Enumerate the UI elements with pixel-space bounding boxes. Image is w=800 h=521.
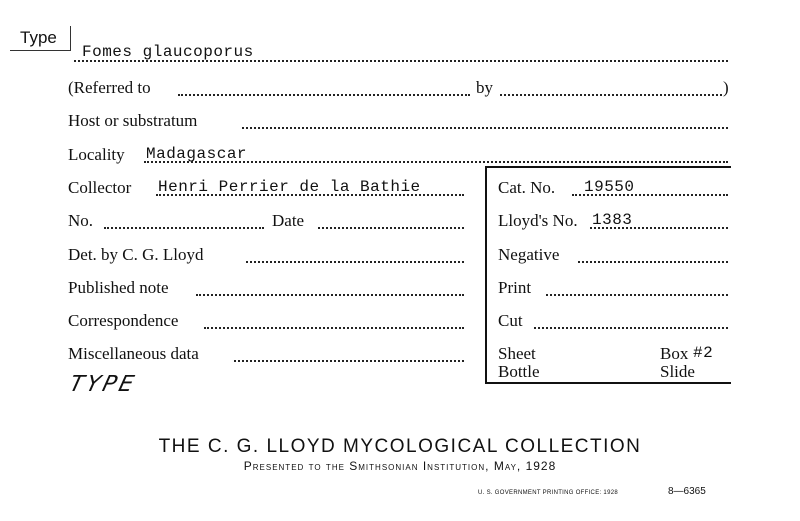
printer-imprint: U. S. GOVERNMENT PRINTING OFFICE: 1928: [478, 490, 618, 496]
collector-value: Henri Perrier de la Bathie: [158, 178, 421, 196]
correspondence-label: Correspondence: [68, 311, 179, 330]
cut-label: Cut: [498, 311, 523, 330]
print-label: Print: [498, 278, 532, 297]
collection-subtitle: Presented to the Smithsonian Institution, May, 1928: [243, 459, 557, 473]
collector-dotted-line: [156, 194, 464, 196]
cat-no-value: 19550: [584, 178, 635, 196]
lloyds-no-value: 1383: [592, 211, 633, 229]
print-dotted-line: [546, 294, 728, 296]
species-name: Fomes glaucoporus: [82, 43, 254, 61]
date-dotted-line: [318, 227, 464, 229]
number-label: No.: [68, 211, 94, 230]
box-left-border: [485, 166, 487, 383]
close-paren: ): [723, 78, 729, 97]
date-label: Date: [272, 211, 305, 230]
host-dotted-line: [242, 127, 728, 129]
cat-no-dotted-line: [572, 194, 728, 196]
host-label: Host or substratum: [68, 111, 198, 130]
slide-label: Slide: [660, 362, 695, 381]
referred-to-label: (Referred to: [68, 78, 151, 97]
published-note-dotted-line: [196, 294, 464, 296]
det-by-label: Det. by C. G. Lloyd: [68, 245, 204, 264]
lloyds-no-dotted-line: [590, 227, 728, 229]
sheet-label: Sheet: [498, 344, 536, 363]
referred-to-dotted-line: [178, 94, 470, 96]
negative-dotted-line: [578, 261, 728, 263]
locality-value: Madagascar: [146, 145, 248, 163]
negative-label: Negative: [498, 245, 560, 264]
bottle-label: Bottle: [498, 362, 540, 381]
collection-title: THE C. G. LLOYD MYCOLOGICAL COLLECTION: [158, 436, 642, 457]
cat-no-label: Cat. No.: [498, 178, 556, 197]
box-number-value: #2: [693, 344, 714, 362]
box-bottom-border: [485, 382, 731, 384]
misc-data-label: Miscellaneous data: [68, 344, 199, 363]
cut-dotted-line: [534, 327, 728, 329]
locality-dotted-line: [144, 161, 728, 163]
lloyds-no-label: Lloyd's No.: [498, 211, 578, 230]
box-top-border: [485, 166, 731, 168]
locality-label: Locality: [68, 145, 125, 164]
by-label: by: [476, 78, 493, 97]
collector-label: Collector: [68, 178, 132, 197]
species-dotted-line: [74, 60, 728, 62]
box-label: Box: [660, 344, 689, 363]
by-dotted-line: [500, 94, 722, 96]
det-by-dotted-line: [246, 261, 464, 263]
handwritten-type-note: TYPE: [66, 372, 140, 397]
correspondence-dotted-line: [204, 327, 464, 329]
number-dotted-line: [104, 227, 264, 229]
misc-data-dotted-line: [234, 360, 464, 362]
type-stamp-label: Type: [20, 28, 57, 47]
form-code: 8—6365: [668, 486, 706, 497]
published-note-label: Published note: [68, 278, 169, 297]
